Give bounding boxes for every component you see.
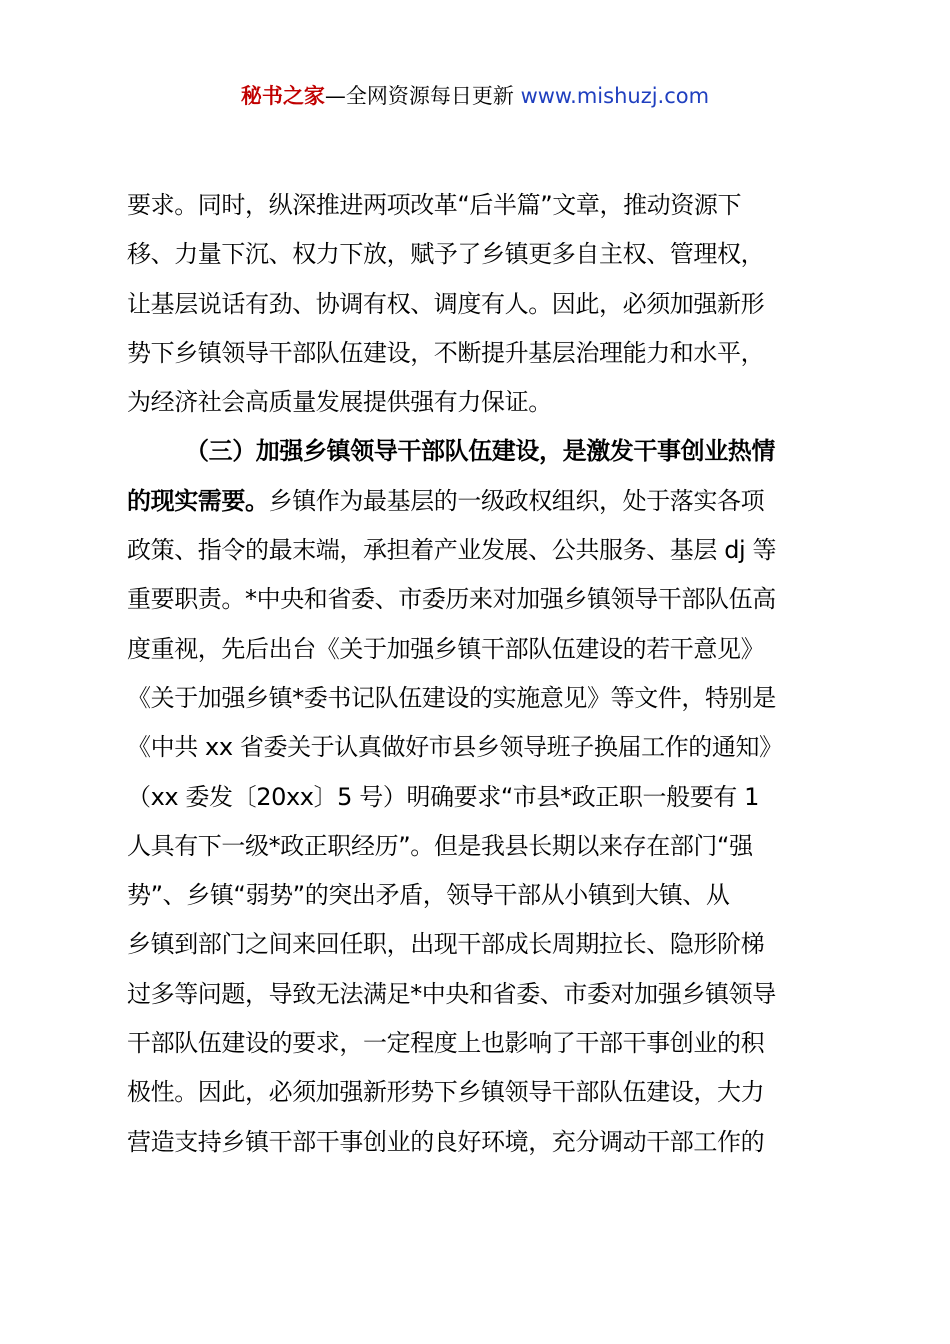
section-heading-end: 的现实需要。 (127, 486, 269, 515)
body-line: 度重视，先后出台《关于加强乡镇干部队伍建设的若干意见》 (127, 634, 765, 663)
page-header (0, 80, 950, 112)
body-line: 让基层说话有劲、协调有权、调度有人。因此，必须加强新形 (127, 289, 765, 318)
brand-name: 秘书之家 (240, 84, 325, 108)
body-line: 人具有下一级*政正职经历”。但是我县长期以来存在部门“强 (127, 831, 753, 860)
body-line: （xx 委发〔20xx〕5 号）明确要求“市县*政正职一般要有 1 (127, 782, 760, 811)
body-line (127, 477, 847, 526)
header-url[interactable]: www.mishuzj.com (520, 84, 710, 108)
body-line: 《中共 xx 省委关于认真做好市县乡领导班子换届工作的通知》 (127, 733, 783, 762)
body-line: 势”、乡镇“弱势”的突出矛盾，领导干部从小镇到大镇、从 (127, 881, 730, 910)
body-line: 重要职责。*中央和省委、市委历来对加强乡镇领导干部队伍高 (127, 585, 776, 614)
document-body (127, 181, 847, 1167)
body-line: 《关于加强乡镇*委书记队伍建设的实施意见》等文件，特别是 (127, 683, 776, 712)
body-line: 干部队伍建设的要求，一定程度上也影响了干部干事创业的积 (127, 1029, 765, 1058)
body-line: 为经济社会高质量发展提供强有力保证。 (127, 388, 552, 417)
header-tagline: —全网资源每日更新 (324, 84, 514, 108)
body-line: 移、力量下沉、权力下放，赋予了乡镇更多自主权、管理权， (127, 240, 765, 269)
body-line: 过多等问题，导致无法满足*中央和省委、市委对加强乡镇领导 (127, 979, 776, 1008)
body-line: 要求。同时，纵深推进两项改革“后半篇”文章，推动资源下 (127, 191, 742, 219)
body-line: 乡镇到部门之间来回任职，出现干部成长周期拉长、隐形阶梯 (127, 930, 765, 959)
body-line: 营造支持乡镇干部干事创业的良好环境，充分调动干部工作的 (127, 1127, 765, 1156)
body-line: 政策、指令的最末端，承担着产业发展、公共服务、基层 dj 等 (127, 536, 777, 565)
body-line: 极性。因此，必须加强新形势下乡镇领导干部队伍建设，大力 (127, 1078, 765, 1107)
body-text: 乡镇作为最基层的一级政权组织，处于落实各项 (268, 486, 765, 515)
body-line: 势下乡镇领导干部队伍建设，不断提升基层治理能力和水平， (127, 338, 765, 367)
section-heading: （三）加强乡镇领导干部队伍建设，是激发干事创业热情 (185, 437, 775, 466)
